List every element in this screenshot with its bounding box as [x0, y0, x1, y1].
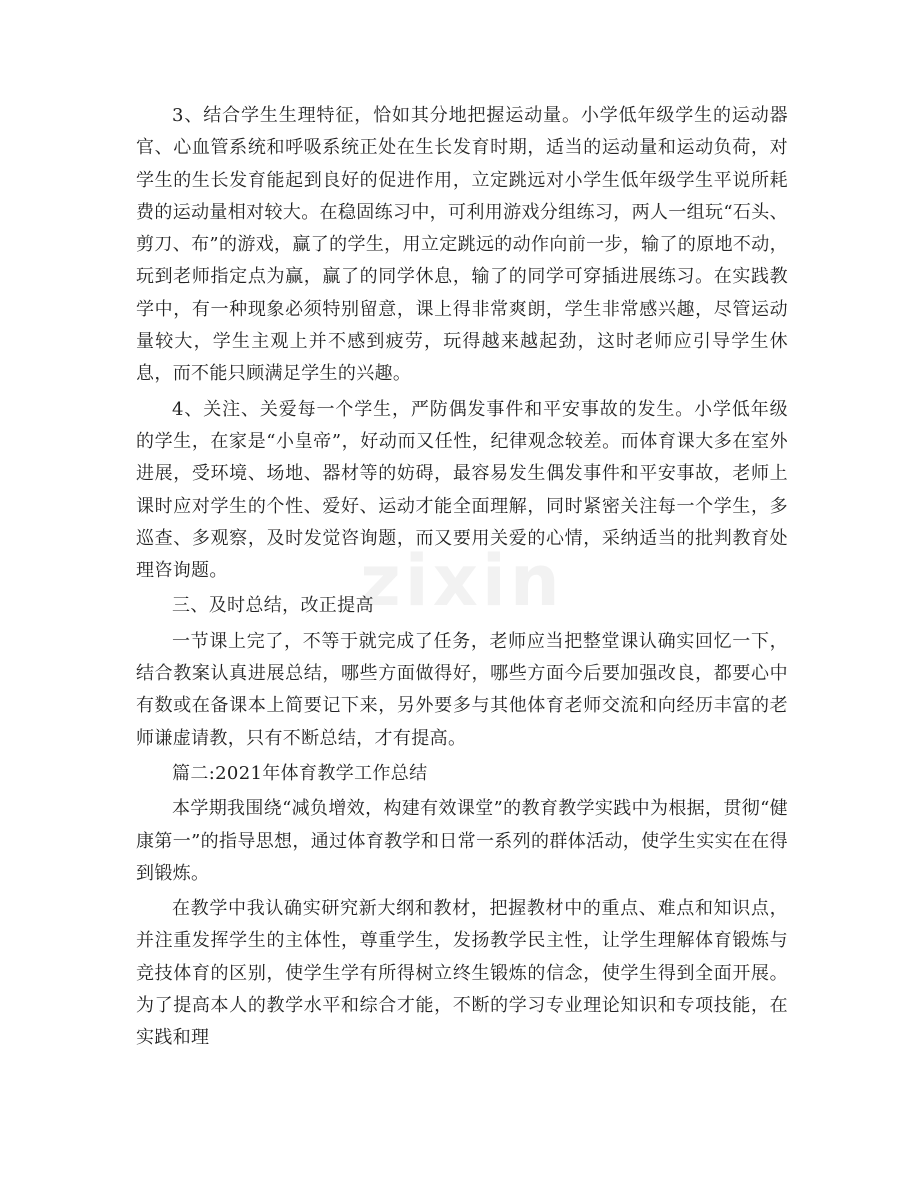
document-page	[136, 100, 788, 1058]
section-heading-3: 三、及时总结，改正提高	[172, 595, 374, 617]
watermark: zixin	[360, 540, 564, 622]
paragraph-article-two-intro: 本学期我围绕“减负增效，构建有效课堂”的教育教学实践中为根据，贯彻“健康第一”的指导思想，通过体育教学和日常一系列的群体活动，使学生实实在在得到锻炼。	[136, 798, 788, 884]
paragraph-point-4: 4、关注、关爱每一个学生，严防偶发事件和平安事故的发生。小学低年级的学生，在家是“小皇帝”，好动而又任性，纪律观念较差。而体育课大多在室外进展，受环境、场地、器材等的妨碍，最容易发生偶发事件和平安事故，老师上课时应对学生的个性、爱好、运动才能全面理解，同时紧密关注每一个学生，多巡查、多观察，及时发觉咨询题，而又要用关爱的心情，采纳适当的批判教育处理咨询题。	[136, 398, 788, 582]
paragraph-summary: 一节课上完了，不等于就完成了任务，老师应当把整堂课认确实回忆一下，结合教案认真进展总结，哪些方面做得好，哪些方面今后要加强改良，都要心中有数或在备课本上简要记下来，另外要多与其他体育老师交流和向经历丰富的老师谦虚请教，只有不断总结，才有提高。	[136, 630, 788, 749]
paragraph-point-3: 3、结合学生生理特征，恰如其分地把握运动量。小学低年级学生的运动器官、心血管系统和呼吸系统正处在生长发育时期，适当的运动量和运动负荷，对学生的生长发育能起到良好的促进作用，立定跳远对小学生低年级学生平说所耗费的运动量相对较大。在稳固练习中，可利用游戏分组练习，两人一组玩“石头、剪刀、布”的游戏，赢了的学生，用立定跳远的动作向前一步，输了的原地不动，玩到老师指定点为赢，赢了的同学休息，输了的同学可穿插进展练习。在实践教学中，有一种现象必须特别留意，课上得非常爽朗，学生非常感兴趣，尽管运动量较大，学生主观上并不感到疲劳，玩得越来越起劲，这时老师应引导学生休息，而不能只顾满足学生的兴趣。	[136, 105, 788, 385]
paragraph-article-two-teaching: 在教学中我认确实研究新大纲和教材，把握教材中的重点、难点和知识点，并注重发挥学生的主体性，尊重学生，发扬教学民主性，让学生理解体育锻炼与竞技体育的区别，使学生学有所得树立终生锻炼的信念，使学生得到全面开展。为了提高本人的教学水平和综合才能，不断的学习专业理论知识和专项技能，在实践和理	[136, 898, 788, 1049]
article-two-title: 篇二:2021年体育教学工作总结	[172, 762, 428, 784]
